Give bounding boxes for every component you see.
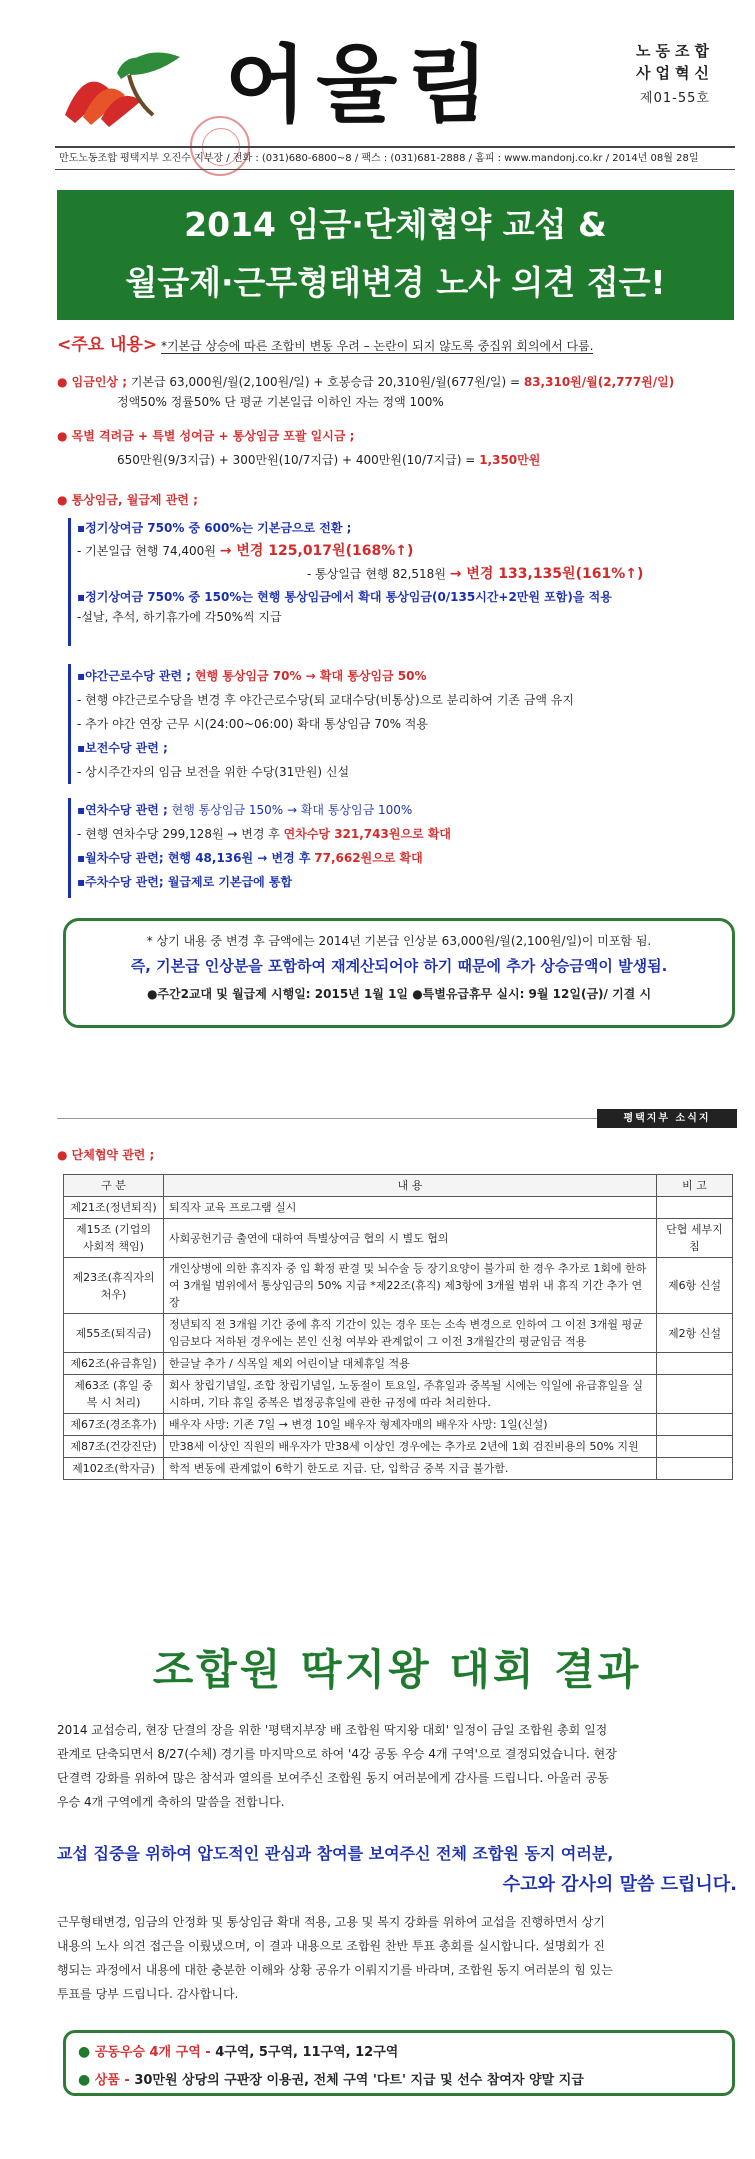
bullet-icon: ● [78,2044,91,2060]
paragraph-row: 내용의 노사 의견 접근을 이뤘냈으며, 이 결과 내용으로 조합원 찬반 투표 총회를 실시합니다. 설명회가 진 [57,1939,605,1953]
night-change: 현행 통상임금 70% → 확대 통상임금 50% [194,669,427,683]
table-cell-note: 제2항 신설 [657,1314,733,1353]
table-row [64,1353,733,1375]
night-heading: ▪야간근로수당 관련 ; [77,669,192,683]
table-cell-category: 제63조 (휴일 중복 시 처리) [64,1375,164,1414]
table-cell-note [657,1458,733,1480]
ordinary-line-4: ▪정기상여금 750% 중 150%는 현행 통상임금에서 확대 통상임금(0/135시간+2만원 포함)을 적용 [77,590,612,604]
preserve-heading: ▪보전수당 관련 ; [77,741,168,755]
table-cell-content: 회사 창립기념일, 조합 창립기념일, 노동절이 토요일, 주휴일과 중복될 시에는 익일에 유급휴일을 실시하며, 기타 휴일 중복은 법정공휴일에 관한 규정에 따라 처리한다. [164,1375,657,1414]
bonus-line: 650만원(9/3지급) + 300만원(10/7지급) + 400만원(10/7지급) = [117,453,476,467]
motto-line-2: 사업혁신 [636,64,714,82]
bullet-icon: ● [78,2072,91,2088]
table-cell-note [657,1375,733,1414]
table-row [64,1414,733,1436]
paragraph-row: 근무형태변경, 임금의 안정화 및 통상임금 확대 적용, 고용 및 복지 강화를 위하여 교섭을 진행하면서 상기 [57,1915,605,1929]
table-cell-content: 배우자 사망: 기존 7일 → 변경 10일 배우자 형제자매의 배우자 사망: 1일(신설) [164,1414,657,1436]
table-row [64,1258,733,1314]
paragraph-row: 2014 교섭승리, 현장 단결의 장을 위한 '평택지부장 배 조합원 딱지왕 대회' 일정이 금일 조합원 총회 일정 [57,1723,608,1737]
table-cell-category: 제23조(휴직자의 처우) [64,1258,164,1314]
ordinary-line-2: - 기본일급 현행 74,400원 [77,544,216,558]
ordinary-group-2 [57,664,737,784]
annual-line-a: - 현행 연차수당 299,128원 → 변경 후 [77,827,280,841]
agreement-table [63,1174,733,1480]
agreement-heading: ● 단체협약 관련 ; [57,1148,155,1162]
wage-section [57,372,737,412]
table-cell-content: 사회공헌기금 출연에 대하여 특별상여금 협의 시 별도 협의 [164,1219,657,1258]
newsletter-title: 어울림 [225,36,499,134]
ordinary-change-2: → 변경 133,135원(161%↑) [449,566,644,582]
table-cell-category: 제67조(경조휴가) [64,1414,164,1436]
table-cell-note: 단협 세부지침 [657,1219,733,1258]
wage-total: 83,310원/월(2,777원/일) [523,375,675,389]
contest-paragraph-2 [57,1910,737,2006]
table-cell-category: 제102조(학자금) [64,1458,164,1480]
paragraph-row: 우승 4개 구역에게 축하의 말씀을 전합니다. [57,1795,285,1809]
union-logo [55,45,190,130]
winners-line [78,2038,398,2067]
prize-line [78,2066,584,2095]
table-header-row [64,1175,733,1197]
newsletter-label: 평택지부 소식지 [597,1109,737,1128]
headline-line-1: 2014 임금·단체협약 교섭 & [184,205,607,244]
prize-label: 상품 - [94,2073,130,2088]
section-divider [57,1109,737,1128]
paragraph-row: 단결력 강화를 위하여 많은 참석과 열의를 보여주신 조합원 동지 여러분에게 감사를 드립니다. 아울러 공동 [57,1771,609,1785]
table-cell-content: 한글날 추가 / 식목일 제외 어린이날 대체휴일 적용 [164,1353,657,1375]
contact-info-bar: 만도노동조합 평택지부 오진수 지부장 / 전화 : (031)680-6800~8 / 팩스 : (031)681-2888 / 홈피 : www.mandonj.co.kr / 2014년 08월 28일 [55,146,735,170]
ordinary-heading: ● 통상임금, 월급제 관련 ; [57,493,198,507]
summary-text: *기본급 상승에 따른 조합비 변동 우려 – 논란이 되지 않도록 중집위 회의에서 다룸. [160,339,594,353]
thanks-line-2: 수고와 감사의 말씀 드립니다. [502,1874,737,1895]
summary-tag: <주요 내용> [57,335,158,355]
summary-line [57,335,737,356]
headline-line-2: 월급제·근무형태변경 노사 의견 접근! [125,263,666,302]
table-cell-content: 정년퇴직 전 3개월 기간 중에 휴직 기간이 있는 경우 또는 소속 변경으로 인하여 그 이전 3개월 평균임금보다 저하된 경우에는 본인 신청 여부와 관계없이 그 이전 3개월간의 평균임금 적용 [164,1314,657,1353]
thanks-line-1: 교섭 집중을 위하여 압도적인 관심과 참여를 보여주신 전체 조합원 동지 여러분, [57,1844,614,1863]
weekly-line: ▪주차수당 관련; 월급제로 기본급에 통합 [77,875,293,889]
ordinary-group-3 [57,798,737,894]
table-row [64,1197,733,1219]
night-line-1: - 현행 야간근로수당을 변경 후 야간근로수당(퇴 교대수당(비통상)으로 분리하여 기존 금액 유지 [77,693,575,707]
column-header: 내 용 [164,1175,657,1197]
issue-number: 제01-55호 [640,91,710,106]
thanks-message [57,1838,737,1900]
masthead-motto [615,40,735,110]
winners-label: 공동우승 4개 구역 - [94,2045,211,2060]
ordinary-line-3: - 통상일급 현행 82,518원 [307,567,446,581]
bonus-section [57,426,737,470]
night-line-2: - 추가 야간 연장 근무 시(24:00~06:00) 확대 통상임금 70% 적용 [77,717,428,731]
table-row [64,1458,733,1480]
table-cell-category: 제87조(건강진단) [64,1436,164,1458]
motto-line-1: 노동조합 [636,42,714,60]
monthly-line-b: 77,662원으로 확대 [314,851,423,865]
table-cell-note [657,1436,733,1458]
table-cell-category: 제15조 (기업의 사회적 책임) [64,1219,164,1258]
table-cell-content: 학적 변동에 관계없이 6학기 한도로 지급. 단, 입학금 중복 지급 불가함. [164,1458,657,1480]
annual-line-b: 연차수당 321,743원으로 확대 [283,827,451,841]
winners-box [63,2030,735,2096]
table-row [64,1436,733,1458]
prize-value: 30만원 상당의 구판장 이용권, 전체 구역 '다트' 지급 및 선수 참여자 양말 지급 [134,2073,584,2088]
table-row [64,1314,733,1353]
table-cell-note [657,1353,733,1375]
contest-paragraph-1 [57,1718,737,1814]
ordinary-change-1: → 변경 125,017원(168%↑) [219,543,414,559]
ordinary-line-5: -설날, 추석, 하기휴가에 각50%씩 지급 [77,610,282,624]
bonus-total: 1,350만원 [479,453,541,467]
table-cell-content: 개인상병에 의한 휴직자 중 입 확정 판결 및 뇌수술 등 장기요양이 불가피 한 경우 추가로 1회에 한하여 3개월 범위에서 통상임금의 50% 지급 *제22조(휴직) 제3항에 3개월 범위 내 휴직 기간 추가 연장 [164,1258,657,1314]
paragraph-row: 투표를 당부 드립니다. 감사합니다. [57,1987,239,2001]
wage-line-2: 정액50% 정률50% 단 평균 기본일급 이하인 자는 정액 100% [117,395,444,409]
ordinary-line-1: ▪정기상여금 750% 중 600%는 기본금으로 전환 ; [77,521,352,535]
annual-heading: ▪연차수당 관련 ; [77,803,168,817]
column-header: 구 분 [64,1175,164,1197]
table-cell-note [657,1414,733,1436]
table-cell-content: 퇴직자 교육 프로그램 실시 [164,1197,657,1219]
agreement-section [57,1145,737,1165]
winners-value: 4구역, 5구역, 11구역, 12구역 [215,2045,399,2060]
paragraph-row: 행되는 과정에서 내용에 대한 충분한 이해와 상황 공유가 이뤄지기를 바라며, 조합원 동지 여러분의 힘 있는 [57,1963,613,1977]
table-cell-note [657,1197,733,1219]
table-cell-category: 제62조(유급휴일) [64,1353,164,1375]
note-line-3: ●주간2교대 및 월급제 시행일: 2015년 1월 1일 ●특별유급휴무 실시: 9월 12일(금)/ 기결 시 [146,987,652,1001]
bonus-heading: ● 목별 격려금 + 특별 성여금 + 통상임금 포괄 일시금 ; [57,429,355,443]
table-cell-category: 제21조(정년퇴직) [64,1197,164,1219]
headline-banner [57,190,734,320]
table-cell-content: 만38세 이상인 직원의 배우자가 만38세 이상인 경우에는 추가로 2년에 1회 검진비용의 50% 지원 [164,1436,657,1458]
ordinary-wage-section [57,490,737,510]
paragraph-row: 관계로 단축되면서 8/27(수체) 경기를 마지막으로 하여 '4강 공동 우승 4개 구역'으로 결정되었습니다. 현장 [57,1747,617,1761]
note-line-1: * 상기 내용 중 변경 후 금액에는 2014년 기본급 인상분 63,000원/월(2,100원/일)이 미포함 됨. [146,934,652,948]
table-row [64,1219,733,1258]
column-header: 비 고 [657,1175,733,1197]
contest-title: 조합원 딱지왕 대회 결과 [152,1645,642,1694]
table-cell-category: 제55조(퇴직금) [64,1314,164,1353]
table-row [64,1375,733,1414]
masthead [55,30,735,140]
note-line-2: 즉, 기본급 인상분을 포함하여 재계산되어야 하기 때문에 추가 상승금액이 발생됨. [130,957,668,975]
monthly-line-a: ▪월차수당 관련; 현행 48,136원 → 변경 후 [77,851,311,865]
divider-line [57,1118,597,1119]
note-box [63,918,735,1028]
preserve-line: - 상시주간자의 임금 보전을 위한 수당(31만원) 신설 [77,765,350,779]
annual-change: 현행 통상임금 150% → 확대 통상임금 100% [171,803,413,817]
table-cell-note: 제6항 신설 [657,1258,733,1314]
wage-line-1: 기본급 63,000원/월(2,100원/일) + 호봉승급 20,310원/월(677원/일) = [130,375,521,389]
ordinary-group-1 [57,518,737,627]
wage-heading: ● 임금인상 ; [57,375,127,389]
